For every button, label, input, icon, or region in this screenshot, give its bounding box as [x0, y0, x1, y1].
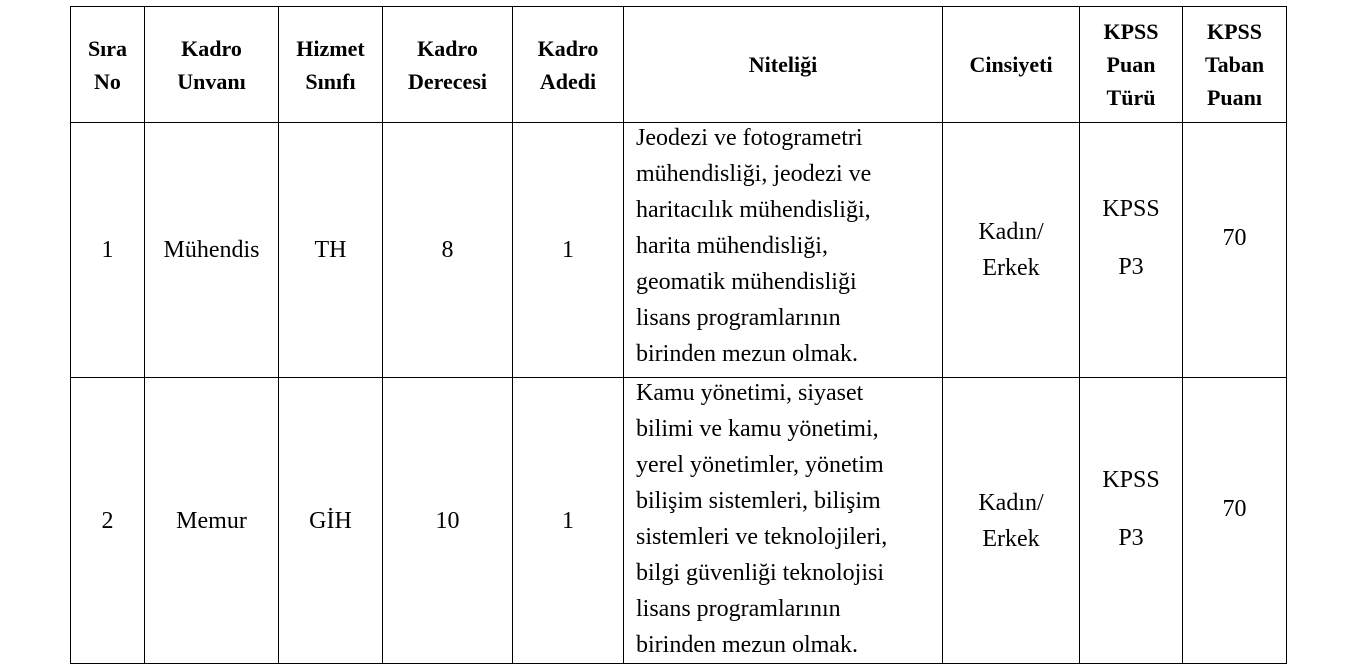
cell-kadro-unvani: Memur: [145, 378, 279, 664]
cell-kpss-puan-turu: KPSS P3: [1080, 123, 1183, 378]
kadro-table: [70, 6, 1287, 664]
cell-kpss-puan-turu: KPSS P3: [1080, 378, 1183, 664]
cell-kadro-derecesi: 10: [383, 378, 513, 664]
cell-kadro-derecesi: 8: [383, 123, 513, 378]
table-row: [71, 123, 1287, 378]
cell-kadro-adedi: 1: [513, 123, 624, 378]
header-kadro-derecesi: Kadro Derecesi: [383, 7, 513, 123]
table-row: [71, 378, 1287, 664]
header-kadro-adedi: Kadro Adedi: [513, 7, 624, 123]
cell-sira-no: 2: [71, 378, 145, 664]
cell-kadro-adedi: 1: [513, 378, 624, 664]
cell-niteligi: Kamu yönetimi, siyaset bilimi ve kamu yönetimi, yerel yönetimler, yönetim bilişim sistemleri, bilişim sistemleri ve teknolojileri, bilgi güvenliği teknolojisi lisans programlarının birinden mezun olmak.: [624, 378, 943, 664]
cell-niteligi: Jeodezi ve fotogrametri mühendisliği, jeodezi ve haritacılık mühendisliği, harita mühendisliği, geomatik mühendisliği lisans programlarının birinden mezun olmak.: [624, 123, 943, 378]
header-kpss-taban-puani: KPSS Taban Puanı: [1183, 7, 1287, 123]
cell-kpss-taban-puani: 70: [1183, 123, 1287, 378]
header-niteligi: Niteliği: [624, 7, 943, 123]
cell-kpss-taban-puani: 70: [1183, 378, 1287, 664]
cell-kadro-unvani: Mühendis: [145, 123, 279, 378]
cell-hizmet-sinifi: TH: [279, 123, 383, 378]
cell-cinsiyeti: Kadın/ Erkek: [943, 378, 1080, 664]
header-row: [71, 7, 1287, 123]
header-sira-no: Sıra No: [71, 7, 145, 123]
cell-cinsiyeti: Kadın/ Erkek: [943, 123, 1080, 378]
header-kpss-puan-turu: KPSS Puan Türü: [1080, 7, 1183, 123]
header-kadro-unvani: Kadro Unvanı: [145, 7, 279, 123]
cell-hizmet-sinifi: GİH: [279, 378, 383, 664]
header-hizmet-sinifi: Hizmet Sınıfı: [279, 7, 383, 123]
cell-sira-no: 1: [71, 123, 145, 378]
header-cinsiyeti: Cinsiyeti: [943, 7, 1080, 123]
